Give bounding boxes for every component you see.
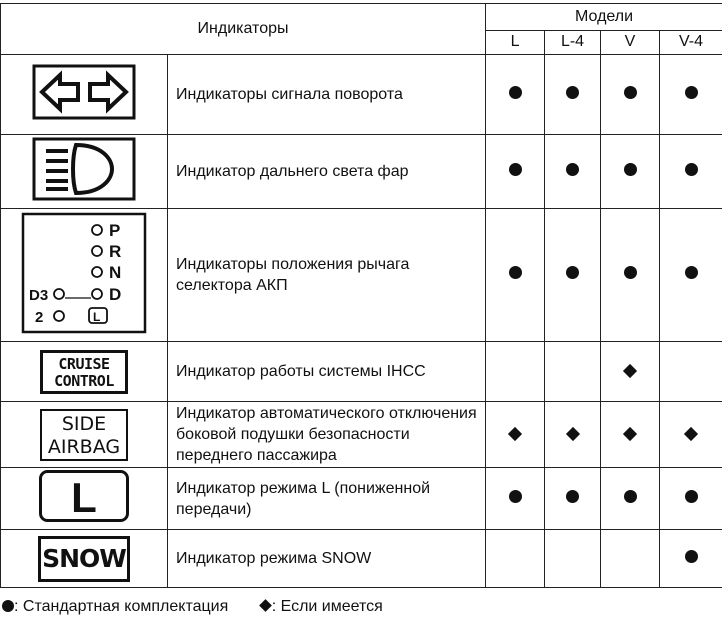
side-airbag-icon [1,402,168,468]
table-row [1,135,722,209]
optional-diamond-icon [684,426,698,440]
table-row [1,468,722,530]
standard-dot-icon [685,86,698,99]
row-description: Индикаторы положения рычага селектора АКП [168,209,486,342]
mark-cell [660,342,722,402]
gear-label-r: R [109,241,122,261]
header-models: Модели [486,4,722,31]
mark-cell [486,342,545,402]
header-model-l: L [486,30,545,54]
mark-cell [545,468,601,530]
table-row [1,402,722,468]
row-description: Индикатор режима SNOW [168,530,486,588]
standard-dot-icon [624,163,637,176]
header-model-l4: L-4 [545,30,601,54]
standard-dot-icon [509,163,522,176]
header-model-v4: V-4 [660,30,722,54]
optional-diamond-icon [259,599,272,612]
mark-cell [545,209,601,342]
table-row [1,55,722,135]
indicator-table [0,3,722,588]
standard-dot-icon [2,600,14,612]
mark-cell [545,135,601,209]
table-row [1,342,722,402]
turn-signal-arrows-icon [1,55,168,135]
row-description: Индикатор работы системы IHCC [168,342,486,402]
standard-dot-icon [685,550,698,563]
airbag-label-line2: AIRBAG [47,435,121,458]
snow-mode-badge: SNOW [38,536,130,582]
standard-dot-icon [566,86,579,99]
mark-cell [601,209,660,342]
standard-dot-icon [624,490,637,503]
row-description: Индикаторы сигнала поворота [168,55,486,135]
row-description: Индикатор дальнего света фар [168,135,486,209]
legend-standard: : Стандартная комплектация [14,598,229,615]
legend [2,598,383,616]
mark-cell [601,55,660,135]
optional-diamond-icon [508,426,522,440]
airbag-label-line1: SIDE [61,412,107,435]
gear-label-2: 2 [35,308,44,326]
mark-cell [545,342,601,402]
gear-label-p: P [109,220,121,240]
standard-dot-icon [685,490,698,503]
cruise-label-line2: CONTROL [54,371,114,390]
standard-dot-icon [624,266,637,279]
optional-diamond-icon [623,426,637,440]
table-row [1,530,722,588]
mark-cell [601,530,660,588]
standard-dot-icon [685,163,698,176]
mark-cell [601,342,660,402]
mark-cell [545,402,601,468]
header-indicators: Индикаторы [1,4,486,55]
standard-dot-icon [566,490,579,503]
optional-diamond-icon [623,363,637,377]
low-gear-letter: L [71,474,97,521]
header-model-v: V [601,30,660,54]
row-description: Индикатор режима L (пониженной передачи) [168,468,486,530]
standard-dot-icon [566,163,579,176]
standard-dot-icon [566,266,579,279]
mark-cell [660,55,722,135]
gear-selector-position-icon [1,209,168,342]
optional-diamond-icon [565,426,579,440]
table-row [1,209,722,342]
standard-dot-icon [509,490,522,503]
mark-cell [486,530,545,588]
standard-dot-icon [509,86,522,99]
mark-cell [486,468,545,530]
mark-cell [545,55,601,135]
mark-cell [660,530,722,588]
mark-cell [601,135,660,209]
low-gear-l-icon [1,468,168,530]
snow-mode-icon [1,530,168,588]
mark-cell [601,468,660,530]
mark-cell [660,468,722,530]
gear-label-l: L [93,309,101,324]
standard-dot-icon [509,266,522,279]
row-description: Индикатор автоматического отключения боковой подушки безопасности переднего пассажира [168,402,486,468]
mark-cell [660,402,722,468]
mark-cell [660,135,722,209]
mark-cell [545,530,601,588]
mark-cell [486,55,545,135]
gear-label-d: D [109,284,122,304]
mark-cell [486,135,545,209]
cruise-control-icon [1,342,168,402]
mark-cell [601,402,660,468]
side-airbag-badge [40,409,128,461]
standard-dot-icon [685,266,698,279]
standard-dot-icon [624,86,637,99]
cruise-control-badge [40,350,128,394]
mark-cell [486,402,545,468]
gear-label-d3: D3 [29,286,49,304]
mark-cell [660,209,722,342]
mark-cell [486,209,545,342]
gear-label-n: N [109,262,122,282]
cruise-label-line1: CRUISE [58,354,110,373]
high-beam-headlight-icon [1,135,168,209]
legend-optional: : Если имеется [271,598,383,615]
